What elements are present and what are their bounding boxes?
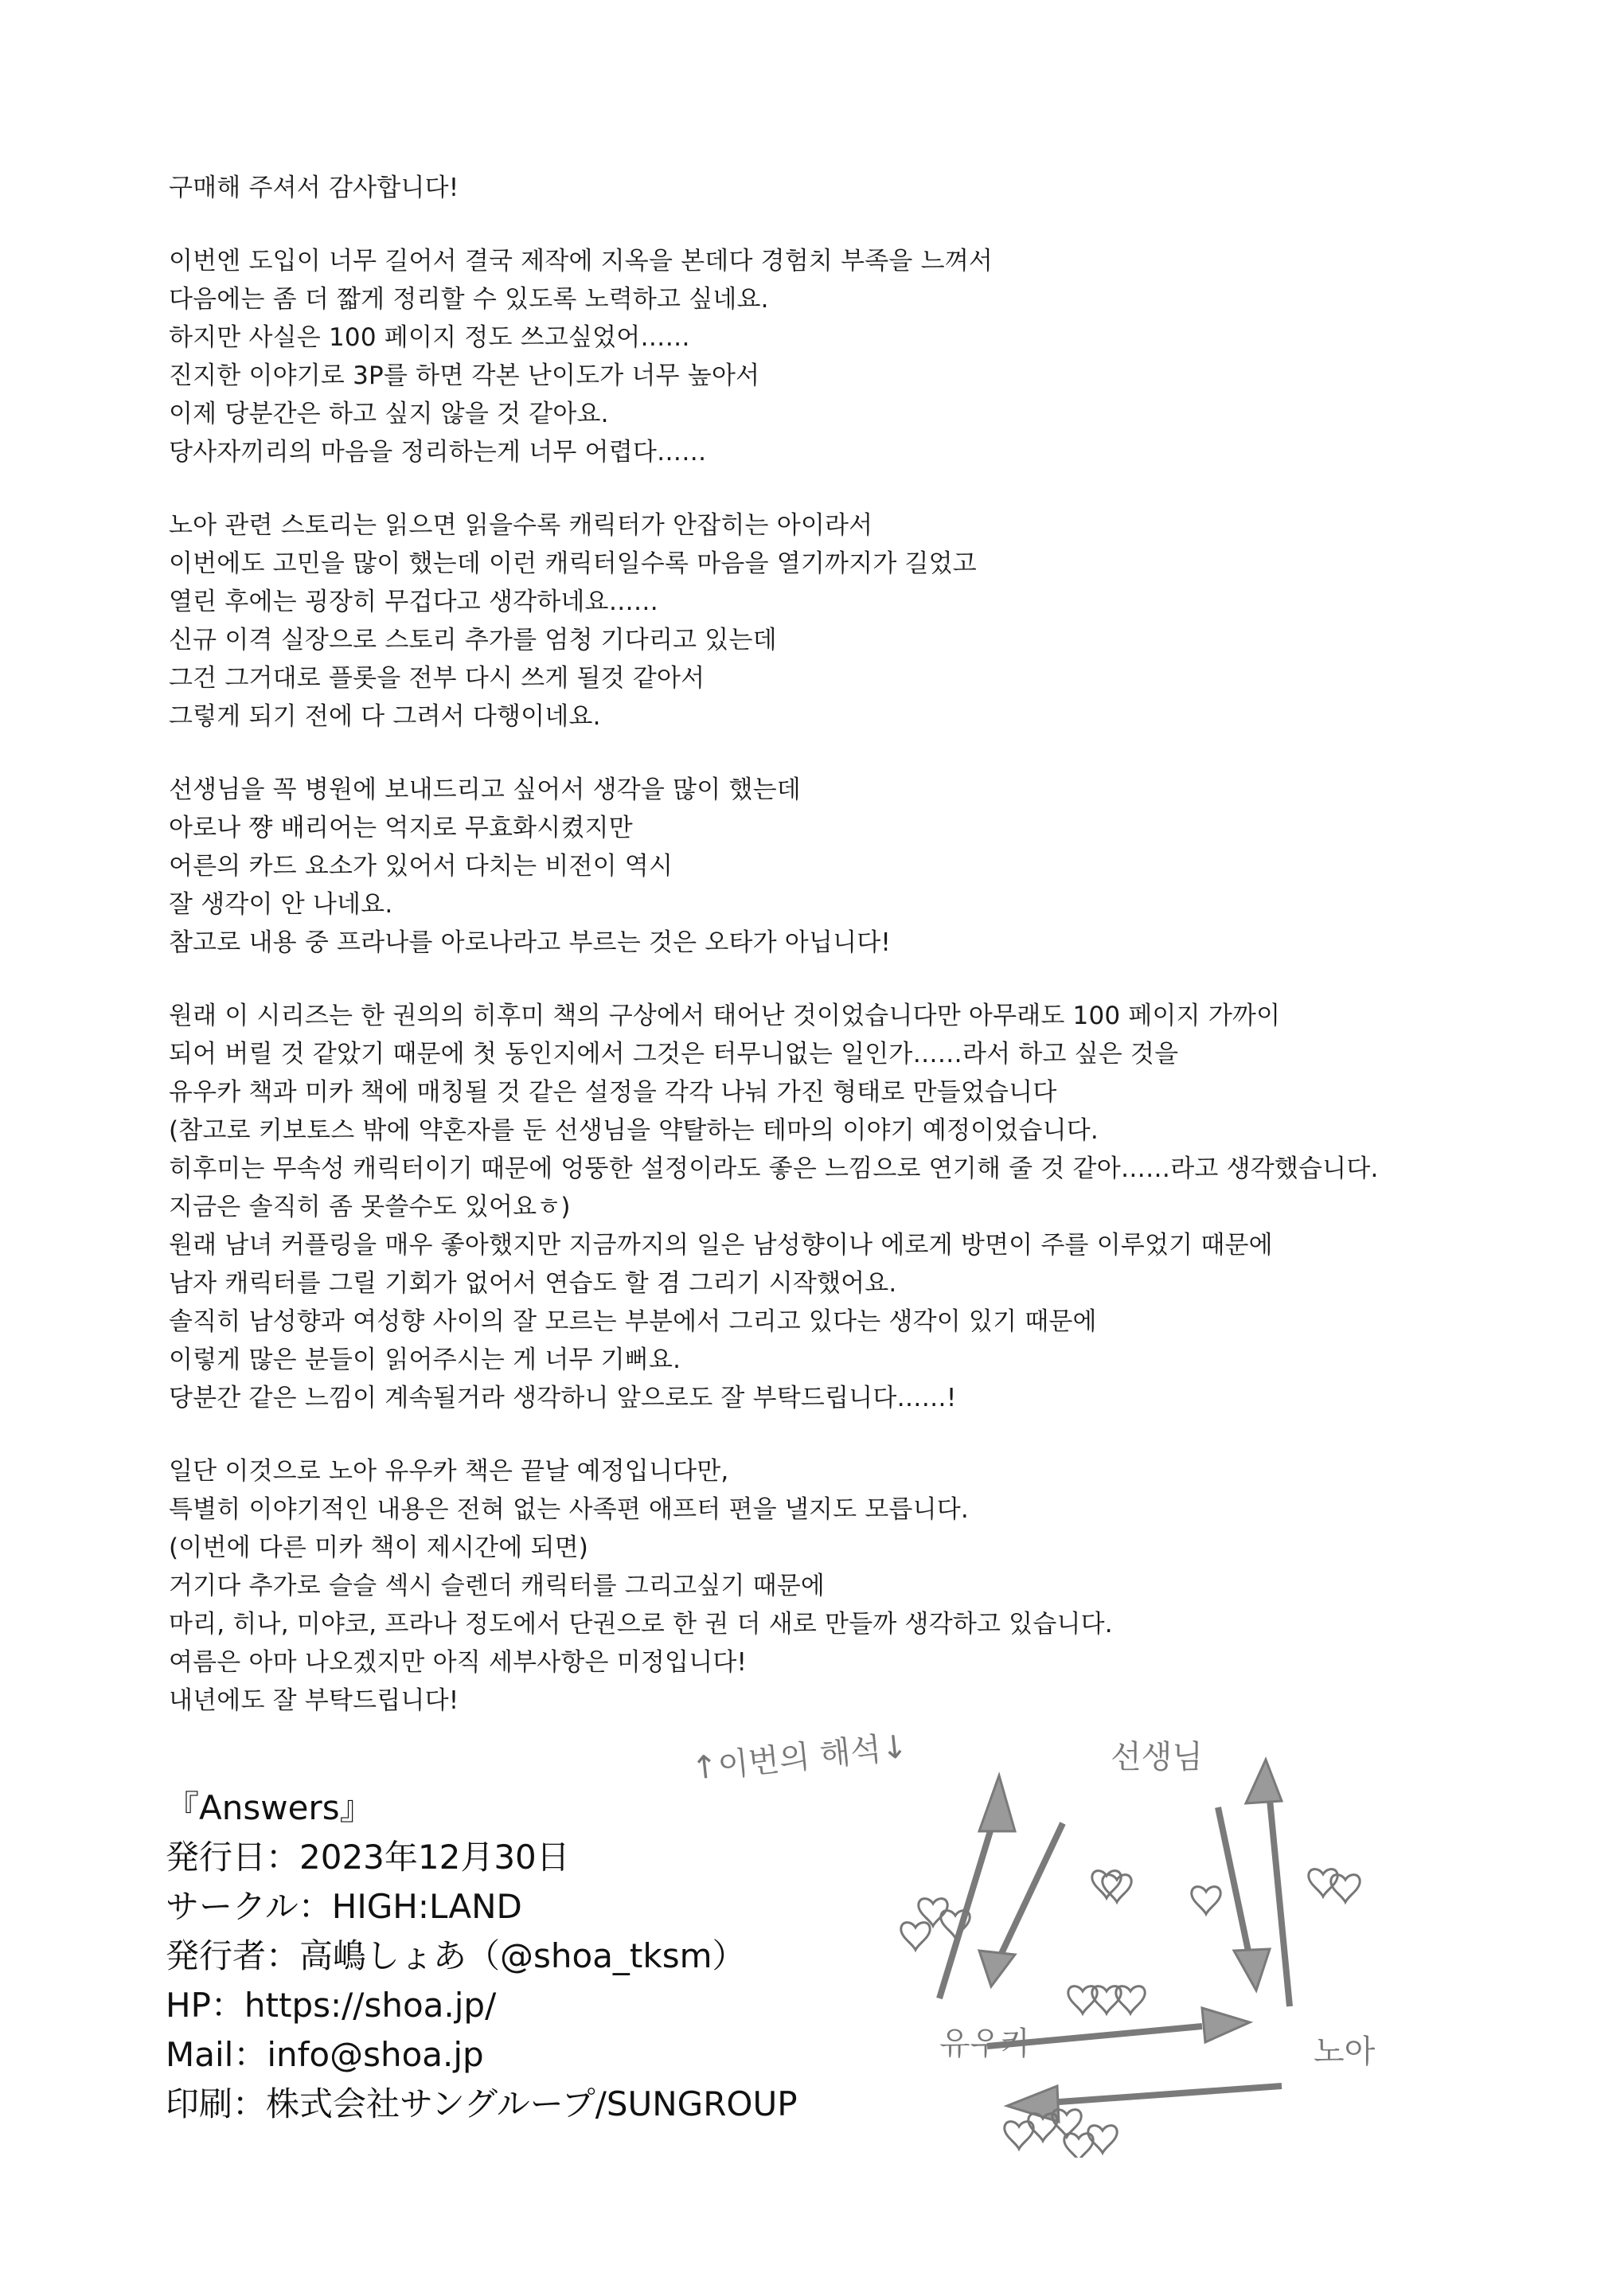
text-line: 이번에도 고민을 많이 했는데 이런 캐릭터일수록 마음을 열기까지가 길었고 [169,549,977,578]
text-line: 이번엔 도입이 너무 길어서 결국 제작에 지옥을 본데다 경험치 부족을 느껴서 [169,247,994,275]
text-line: 하지만 사실은 100 페이지 정도 쓰고싶었어…… [169,323,690,352]
teacher-label: 선생님 [1111,1739,1203,1775]
book-title: 『Answers』 [166,1788,373,1827]
arrow-left-icon [1007,2086,1282,2122]
arrow-down-icon [979,1823,1063,1986]
heart-icon [1309,1869,1337,1897]
caption-label: ↑이번의 해석↓ [689,1728,910,1787]
text-line: 지금은 솔직히 좀 못쓸수도 있어요ㅎ) [169,1193,571,1221]
text-line: 그렇게 되기 전에 다 그려서 다행이네요. [169,702,601,731]
text-line: 신규 이격 실장으로 스토리 추가를 엄청 기다리고 있는데 [169,626,777,654]
paragraph [169,1452,1522,1720]
arrow-down-icon [1218,1807,1270,1990]
text-line: 히후미는 무속성 캐릭터이기 때문에 엉뚱한 설정이라도 좋은 느낌으로 연기해 줄 것 같아……라고 생각했습니다. [169,1154,1379,1183]
text-line: 이렇게 많은 분들이 읽어주시는 게 너무 기뻐요. [169,1346,681,1374]
yuuka-label: 유우카 [939,2025,1032,2062]
printer: 印刷：株式会社サングループ/SUNGROUP [166,2084,798,2123]
text-line: 내년에도 잘 부탁드립니다! [169,1686,459,1715]
heart-icon [1192,1887,1220,1914]
text-line: 마리, 히나, 미야코, 프라나 정도에서 단권으로 한 권 더 새로 만들까 생각하고 있습니다. [169,1610,1113,1639]
text-line: 당사자끼리의 마음을 정리하는게 너무 어렵다…… [169,438,707,467]
relationship-doodle [677,1712,1473,2158]
text-line: 다음에는 좀 더 짧게 정리할 수 있도록 노력하고 싶네요. [169,285,769,314]
text-line: 열린 후에는 굉장히 무겁다고 생각하네요…… [169,588,659,616]
text-line: 이제 당분간은 하고 싶지 않을 것 같아요. [169,400,609,428]
text-line: 그건 그거대로 플롯을 전부 다시 쓰게 될것 같아서 [169,664,705,693]
heart-icon [1331,1875,1360,1902]
text-line: 원래 이 시리즈는 한 권의의 히후미 책의 구상에서 태어난 것이었습니다만 아무래도 100 페이지 가까이 [169,1002,1281,1030]
text-line: 솔직히 남성향과 여성향 사이의 잘 모르는 부분에서 그리고 있다는 생각이 있기 때문에 [169,1307,1097,1336]
paragraph [169,242,1522,471]
text-line: 어른의 카드 요소가 있어서 다치는 비전이 역시 [169,852,673,881]
text-line: 일단 이것으로 노아 유우카 책은 끝날 예정입니다만, [169,1457,729,1486]
text-line: (이번에 다른 미카 책이 제시간에 되면) [169,1533,589,1562]
text-line: 원래 남녀 커플링을 매우 좋아했지만 지금까지의 일은 남성향이나 에로게 방면이 주를 이루었기 때문에 [169,1231,1273,1260]
publish-date: 発行日：2023年12月30日 [166,1838,570,1877]
text-line: 유우카 책과 미카 책에 매칭될 것 같은 설정을 각각 나눠 가진 형태로 만들었습니다 [169,1078,1057,1107]
text-line: 당분간 같은 느낌이 계속될거라 생각하니 앞으로도 잘 부탁드립니다……! [169,1384,957,1412]
text-line: 아로나 쨩 배리어는 억지로 무효화시켰지만 [169,814,633,842]
homepage-link[interactable]: HP：https://shoa.jp/ [166,1986,497,2025]
text-line: 거기다 추가로 슬슬 섹시 슬렌더 캐릭터를 그리고싶기 때문에 [169,1572,826,1600]
afterword-text [169,169,1522,1755]
text-line: 노아 관련 스토리는 읽으면 읽을수록 캐릭터가 안잡히는 아이라서 [169,511,873,540]
text-line: 구매해 주셔서 감사합니다! [169,174,459,202]
text-line: 되어 버릴 것 같았기 때문에 첫 동인지에서 그것은 터무니없는 일인가……라서 하고 싶은 것을 [169,1040,1179,1068]
doodle-svg [677,1712,1473,2158]
text-line: 남자 캐릭터를 그릴 기회가 없어서 연습도 할 겸 그리기 시작했어요. [169,1269,897,1298]
text-line: 특별히 이야기적인 내용은 전혀 없는 사족편 애프터 편을 낼지도 모릅니다. [169,1495,969,1524]
heart-icon [901,1923,930,1950]
publisher: 発行者：高嶋しょあ（@shoa_tksm） [166,1936,746,1975]
text-line: 참고로 내용 중 프라나를 아로나라고 부르는 것은 오타가 아닙니다! [169,928,891,957]
noa-label: 노아 [1314,2033,1376,2070]
paragraph [169,506,1522,736]
mail-link[interactable]: Mail：info@shoa.jp [166,2035,484,2074]
paragraph [169,997,1522,1417]
text-line: 여름은 아마 나오겠지만 아직 세부사항은 미정입니다! [169,1648,748,1677]
text-line: 잘 생각이 안 나네요. [169,890,393,919]
paragraph [169,771,1522,962]
text-line: (참고로 키보토스 밖에 약혼자를 둔 선생님을 약탈하는 테마의 이야기 예정이었습니다. [169,1116,1099,1145]
circle-name: サークル：HIGH:LAND [166,1887,522,1926]
paragraph [169,169,1522,207]
text-line: 진지한 이야기로 3P를 하면 각본 난이도가 너무 높아서 [169,361,760,390]
text-line: 선생님을 꼭 병원에 보내드리고 싶어서 생각을 많이 했는데 [169,775,801,804]
